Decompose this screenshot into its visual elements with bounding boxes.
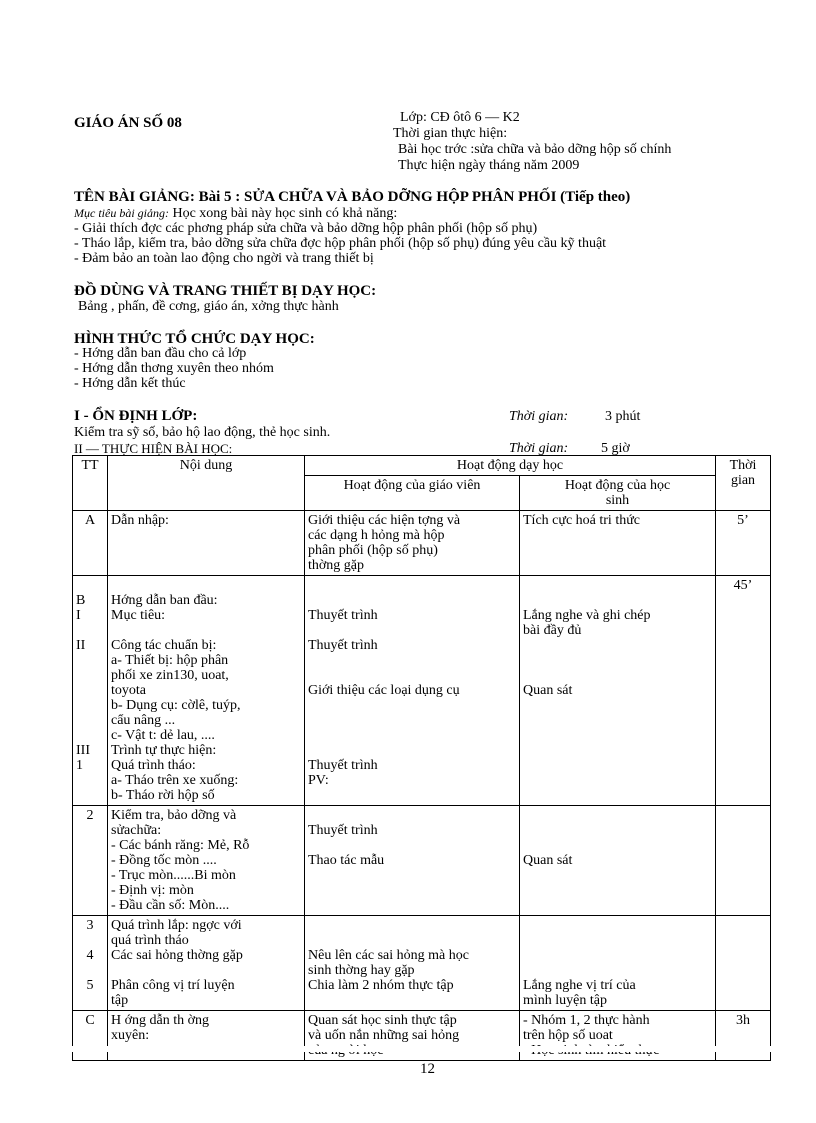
row-student [520, 1011, 716, 1061]
student-line: - Nhóm 1, 2 thực hành [523, 1013, 650, 1028]
table-row [73, 511, 771, 576]
student-line: Lắng nghe và ghi chép [523, 608, 651, 623]
content-line: cẩu nâng ... [111, 713, 176, 728]
document-title: GIÁO ÁN SỐ 08 [74, 115, 182, 131]
header-time-line: gian [730, 473, 756, 488]
teacher-line: PV: [308, 773, 329, 788]
date-line: Thực hiện ngày tháng năm 2009 [398, 158, 580, 173]
teacher-line: Nêu lên các sai hỏng mà học [308, 948, 469, 963]
teacher-line [308, 728, 516, 743]
tt-line: II [76, 638, 86, 653]
teacher-line: Thao tác mẫu [308, 853, 385, 868]
student-line: Lắng nghe vị trí của [523, 978, 636, 993]
row-student: Tích cực hoá tri thức [520, 511, 716, 576]
section1-heading: I - ỔN ĐỊNH LỚP: [74, 408, 198, 424]
student-line [523, 823, 712, 838]
content-line: - Định vị: mòn [111, 883, 194, 898]
student-line [523, 948, 712, 963]
row-content [108, 806, 305, 916]
content-line: toyota [111, 683, 146, 698]
row-teacher [305, 806, 520, 916]
content-line: Phân công vị trí luyện [111, 978, 235, 993]
header-student-line: Hoạt động của học [564, 478, 671, 493]
table-row [73, 576, 771, 806]
student-line [523, 808, 712, 823]
section2-heading: II — THỰC HIỆN BÀI HỌC: [74, 441, 233, 456]
objective-item: - Giải thích đợc các phơng pháp sửa chữa và bảo dỡng hộp phân phối (hộp số phụ) [74, 221, 538, 236]
teacher-line [308, 653, 516, 668]
content-line: b- Tháo rời hộp số [111, 788, 215, 803]
teacher-line: phân phối (hộp số phụ) [308, 543, 438, 558]
equipment-heading: ĐỒ DÙNG VÀ TRANG THIẾT BỊ DẠY HỌC: [74, 283, 377, 299]
table-row [73, 916, 771, 1011]
content-line: phối xe zin130, uoat, [111, 668, 229, 683]
tt-line: III [76, 743, 90, 758]
header-time [716, 456, 771, 511]
content-line: tập [111, 993, 129, 1008]
row-time: 45’ [716, 576, 771, 806]
content-line: H ớng dẫn th ờng [111, 1013, 210, 1028]
content-line: - Các bánh răng: Mẻ, Rỗ [111, 838, 250, 853]
header-tt: TT [73, 456, 108, 511]
lesson-plan-table [72, 455, 771, 1061]
teacher-line [308, 808, 516, 823]
organization-item: - Hớng dẫn kết thúc [74, 376, 186, 391]
row-tt: A [73, 511, 108, 576]
teacher-line: Chia làm 2 nhóm thực tập [308, 978, 454, 993]
header-content: Nội dung [108, 456, 305, 511]
row-tt: C [73, 1011, 108, 1061]
content-line: - Đồng tốc mòn .... [111, 853, 217, 868]
row-tt [73, 576, 108, 806]
row-student [520, 806, 716, 916]
teacher-line: Giới thiệu các hiện tợng và [308, 513, 461, 528]
objective-item: - Tháo lắp, kiểm tra, bảo dỡng sửa chữa đợc hộp phân phối (hộp số phụ) đúng yêu cầu kỹ thuật [74, 236, 607, 251]
student-line: mình luyện tập [523, 993, 607, 1008]
tt-line [76, 963, 104, 978]
content-line: - Trục mòn......Bi mòn [111, 868, 236, 883]
row-content: Dẫn nhập: [108, 511, 305, 576]
student-line [523, 668, 712, 683]
content-line: a- Tháo trên xe xuống: [111, 773, 239, 788]
student-line [523, 653, 712, 668]
objectives-list [74, 221, 606, 266]
organization-heading: HÌNH THỨC TỔ CHỨC DẠY HỌC: [74, 331, 315, 347]
teacher-line: sinh thờng hay gặp [308, 963, 415, 978]
teacher-line: Thuyết trình [308, 638, 378, 653]
content-line: - Đầu cần số: Mòn.... [111, 898, 230, 913]
tt-line: 1 [76, 758, 83, 773]
student-line: trên hộp số uoat [523, 1028, 613, 1043]
teacher-line [308, 593, 516, 608]
content-line: Hớng dẫn ban đầu: [111, 593, 218, 608]
objective-text: Học xong bài này học sinh có khả năng: [172, 206, 398, 221]
student-line: Quan sát [523, 683, 573, 698]
prerequisite-line: Bài học trớc :sửa chữa và bảo dỡng hộp số chính [398, 142, 672, 157]
row-time: 3h [716, 1011, 771, 1061]
header-activity: Hoạt động dạy học [305, 456, 716, 476]
tt-line: B [76, 593, 86, 608]
header-student-line: sinh [605, 493, 630, 508]
row-time [716, 806, 771, 916]
content-line: b- Dụng cụ: cờlê, tuýp, [111, 698, 241, 713]
content-line [111, 963, 301, 978]
table-row [73, 1011, 771, 1061]
section2-time-label: Thời gian: [509, 441, 569, 456]
teacher-line: Thuyết trình [308, 608, 378, 623]
row-teacher [305, 916, 520, 1011]
row-content [108, 576, 305, 806]
content-line: Các sai hỏng thờng gặp [111, 948, 243, 963]
row-tt: 2 [73, 806, 108, 916]
row-time: 5’ [716, 511, 771, 576]
lesson-name-line [74, 190, 630, 205]
content-line: Mục tiêu: [111, 608, 166, 623]
row-teacher [305, 1011, 520, 1061]
tt-line [76, 933, 104, 948]
student-line [523, 933, 712, 948]
student-line: Quan sát [523, 853, 573, 868]
content-line: sửachữa: [111, 823, 162, 838]
row-content [108, 916, 305, 1011]
lesson-suffix: (Tiếp theo) [560, 189, 631, 205]
teacher-line: Thuyết trình [308, 758, 378, 773]
objective-label: Mục tiêu bài giảng: [74, 206, 169, 220]
teacher-line: và uốn nắn những sai hỏng [308, 1028, 460, 1043]
header-student [520, 476, 716, 511]
teacher-line [308, 838, 516, 853]
tt-line: 3 [86, 918, 94, 933]
section1-time-value: 3 phút [605, 409, 641, 424]
student-line [523, 918, 712, 933]
equipment-text: Bảng , phấn, đề cơng, giáo án, xởng thực hành [78, 299, 339, 314]
teacher-line [308, 623, 516, 638]
section1-time-label: Thời gian: [509, 409, 569, 424]
table-header-row [73, 456, 771, 476]
row-teacher [305, 576, 520, 806]
objective-line [74, 206, 397, 221]
teacher-line [308, 713, 516, 728]
content-line: Quá trình tháo: [111, 758, 196, 773]
tt-line: 5 [86, 978, 94, 993]
section1-text: Kiểm tra sỹ số, bảo hộ lao động, thẻ học sinh. [74, 425, 331, 440]
teacher-line [308, 668, 516, 683]
organization-list [74, 346, 274, 391]
student-line [523, 963, 712, 978]
lesson-label: TÊN BÀI GIẢNG: [74, 189, 195, 205]
teacher-line [308, 743, 516, 758]
class-line: Lớp: CĐ ôtô 6 — K2 [400, 110, 520, 125]
header-teacher: Hoạt động của giáo viên [305, 476, 520, 511]
teacher-line: thờng gặp [308, 558, 365, 573]
table-row [73, 806, 771, 916]
row-time [716, 916, 771, 1011]
tt-line [76, 683, 104, 698]
student-line [523, 638, 712, 653]
teacher-line: Quan sát học sinh thực tập [308, 1013, 457, 1028]
tt-line [76, 728, 104, 743]
student-line [523, 838, 712, 853]
tt-line [76, 653, 104, 668]
teacher-line [308, 698, 516, 713]
student-line: bài đầy đủ [523, 623, 582, 638]
content-line: Trình tự thực hiện: [111, 743, 217, 758]
page-number: 12 [420, 1061, 435, 1077]
teacher-line [308, 918, 516, 933]
lesson-name: Bài 5 : SỬA CHỮA VÀ BẢO DỠNG HỘP PHÂN PHỐI [198, 189, 557, 205]
content-line: quá trình tháo [111, 933, 189, 948]
content-line [111, 623, 301, 638]
row-student [520, 576, 716, 806]
tt-line [76, 623, 104, 638]
organization-item: - Hớng dẫn ban đầu cho cả lớp [74, 346, 247, 361]
tt-line: 4 [86, 948, 94, 963]
teacher-line: Thuyết trình [308, 823, 378, 838]
teacher-line [308, 933, 516, 948]
organization-item: - Hớng dẫn thơng xuyên theo nhóm [74, 361, 274, 376]
row-teacher [305, 511, 520, 576]
content-line: xuyên: [111, 1028, 150, 1043]
content-line: Kiểm tra, bảo dỡng và [111, 808, 237, 823]
content-line: c- Vật t: dẻ lau, .... [111, 728, 215, 743]
header-time-line: Thời [729, 458, 757, 473]
tt-line [76, 668, 104, 683]
tt-line [76, 698, 104, 713]
row-student [520, 916, 716, 1011]
row-tt [73, 916, 108, 1011]
teacher-line: Giới thiệu các loại dụng cụ [308, 683, 460, 698]
content-line: Quá trình lắp: ngợc với [111, 918, 242, 933]
content-line: Công tác chuẩn bị: [111, 638, 217, 653]
tt-line [76, 713, 104, 728]
teacher-line: các dạng h hỏng mà hộp [308, 528, 445, 543]
tt-line: I [76, 608, 81, 623]
student-line [523, 593, 712, 608]
objective-item: - Đảm bảo an toàn lao động cho ngời và trang thiết bị [74, 251, 374, 266]
time-line: Thời gian thực hiện: [393, 126, 508, 141]
content-line: a- Thiết bị: hộp phân [111, 653, 229, 668]
section2-time-value: 5 giờ [601, 441, 630, 456]
page-cut-mask [72, 1046, 772, 1052]
row-content [108, 1011, 305, 1061]
